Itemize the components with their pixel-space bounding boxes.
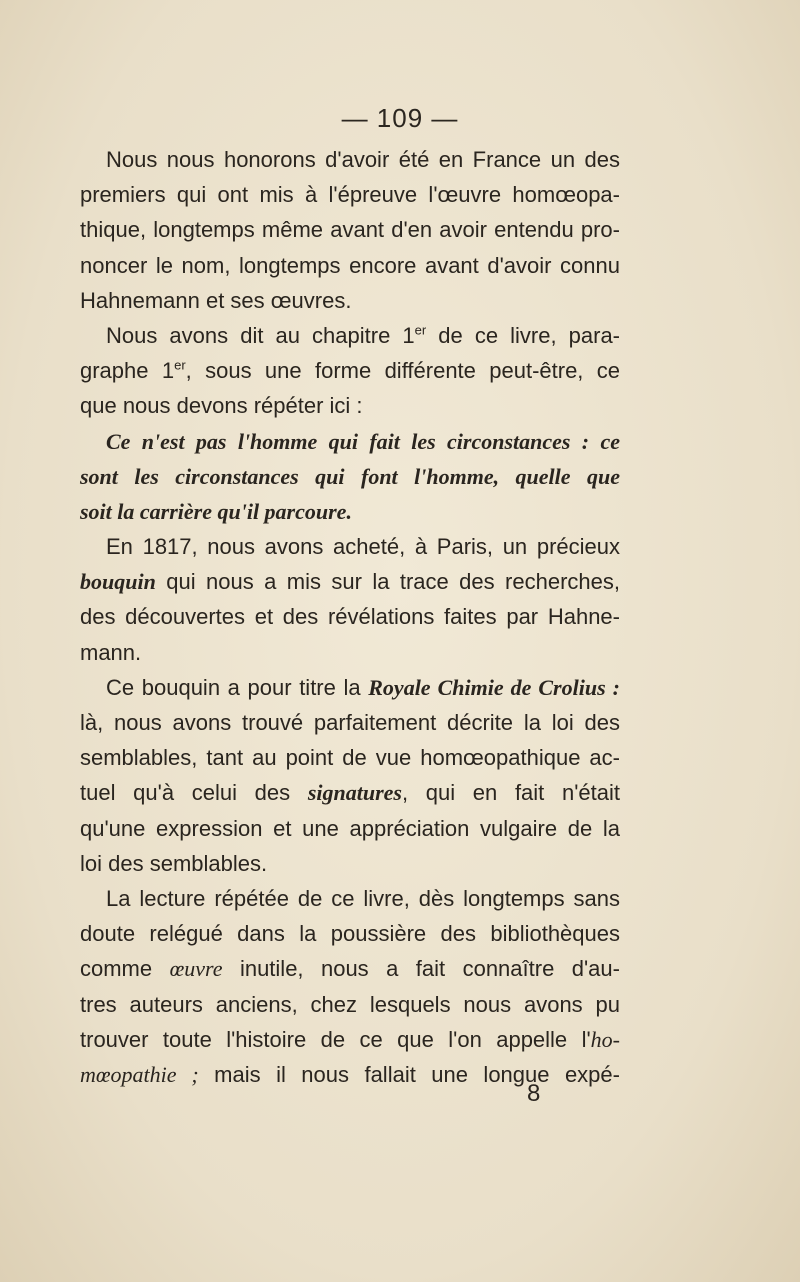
superscript: er: [414, 322, 427, 338]
text-line: [80, 318, 620, 353]
text-line: Nous nous honorons d'avoir été en France un des: [106, 147, 620, 172]
text-line: [80, 775, 620, 810]
text-line: loi des semblables.: [80, 850, 268, 876]
body-text: [80, 142, 620, 1092]
text-line: qu'une expression et une appréciation vulgaire de la: [80, 815, 620, 841]
text-run: tuel qu'à celui des: [80, 780, 308, 806]
text-line: thique, longtemps même avant d'en avoir entendu pro-: [80, 217, 620, 243]
text-line: Hahnemann et ses œuvres.: [80, 287, 352, 313]
text-run: comme: [80, 956, 170, 982]
italic-run: mœopathie ;: [80, 1061, 199, 1087]
italic-run: signatures: [307, 780, 402, 806]
italic-run: bouquin: [80, 569, 156, 595]
quote-line: soit la carrière qu'il parcoure.: [80, 498, 352, 524]
signature-mark: 8: [527, 1080, 541, 1107]
text-line: mann.: [80, 639, 142, 665]
italic-run: Royale Chimie de Crolius :: [368, 674, 620, 700]
text-line: des découvertes et des révélations faites par Hahne-: [80, 604, 620, 630]
text-line: [80, 353, 620, 388]
text-line: là, nous avons trouvé parfaitement décrite la loi des: [80, 710, 620, 735]
text-line: semblables, tant au point de vue homœopathique ac-: [80, 745, 620, 771]
italic-run: ho-: [590, 1026, 620, 1052]
text-line: que nous devons répéter ici :: [80, 393, 363, 419]
text-run: qui nous a mis sur la trace des recherches,: [155, 569, 620, 595]
text-line: [80, 951, 620, 986]
superscript: er: [174, 357, 186, 373]
text-line: [80, 564, 620, 599]
text-run: Ce bouquin a pour titre la: [106, 674, 369, 700]
quote-line: Ce n'est pas l'homme qui fait les circonstances : ce: [106, 428, 620, 454]
text-run: Nous avons dit au chapitre 1: [106, 322, 415, 348]
text-run: , sous une forme différente peut-être, ce: [185, 358, 620, 384]
quote-line: sont les circonstances qui font l'homme, quelle que: [80, 463, 620, 489]
text-run: graphe 1: [80, 358, 175, 384]
text-line: [80, 1022, 620, 1057]
text-line: [80, 670, 620, 705]
text-line: tres auteurs anciens, chez lesquels nous avons pu: [80, 991, 620, 1017]
text-line: premiers qui ont mis à l'épreuve l'œuvre homœopa-: [80, 182, 620, 208]
text-run: , qui en fait n'était: [401, 780, 620, 806]
text-run: mais il nous fallait une longue expé-: [198, 1061, 620, 1087]
text-run: de ce livre, para-: [426, 322, 620, 348]
text-line: doute relégué dans la poussière des bibliothèques: [80, 921, 620, 947]
italic-run: œuvre: [169, 956, 223, 982]
text-line: La lecture répétée de ce livre, dès longtemps sans: [106, 885, 620, 911]
text-run: trouver toute l'histoire de ce que l'on appelle l': [80, 1026, 591, 1052]
page-number: — 109 —: [341, 103, 459, 133]
text-line: noncer le nom, longtemps encore avant d'avoir connu: [80, 252, 620, 278]
text-run: inutile, nous a fait connaître d'au-: [222, 956, 620, 982]
text-line: En 1817, nous avons acheté, à Paris, un précieux: [106, 534, 620, 560]
